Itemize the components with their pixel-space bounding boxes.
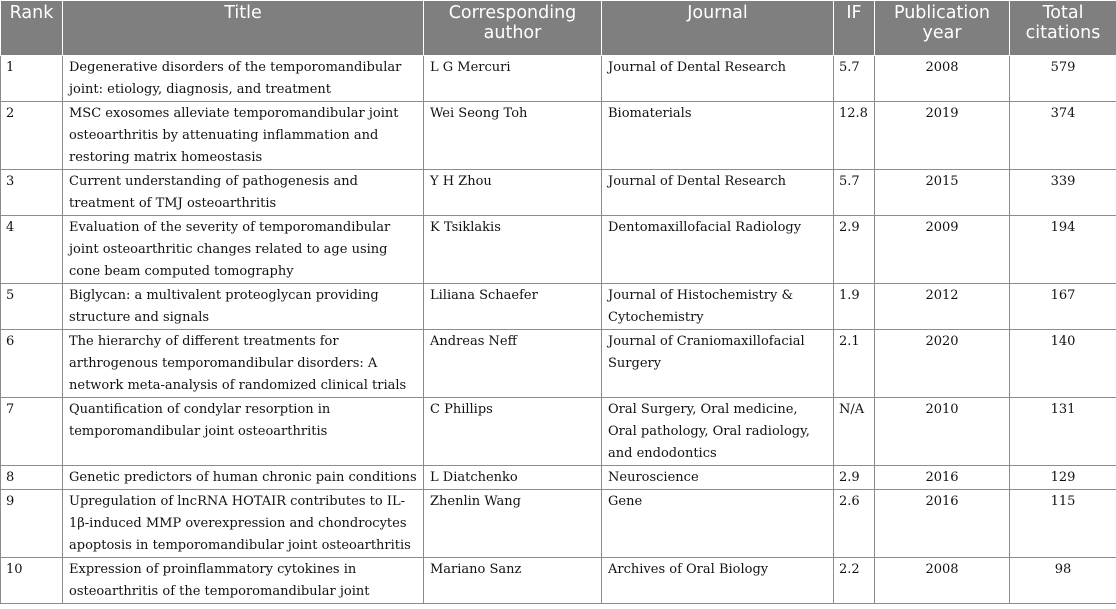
cell-title: Quantification of condylar resorption in temporomandibular joint osteoarthritis <box>63 398 424 466</box>
cell-journal: Journal of Dental Research <box>602 56 834 102</box>
cell-year: 2016 <box>875 466 1010 490</box>
cell-citations: 129 <box>1010 466 1116 490</box>
cell-title: Degenerative disorders of the temporomandibular joint: etiology, diagnosis, and treatment <box>63 56 424 102</box>
header-rank: Rank <box>1 1 63 56</box>
cell-impact-factor: 2.9 <box>834 466 875 490</box>
cell-rank: 4 <box>1 216 63 284</box>
cell-year: 2016 <box>875 490 1010 558</box>
cell-citations: 167 <box>1010 284 1116 330</box>
cell-year: 2008 <box>875 558 1010 604</box>
cell-year: 2008 <box>875 56 1010 102</box>
cell-impact-factor: 5.7 <box>834 56 875 102</box>
header-total-citations: Total citations <box>1010 1 1116 56</box>
table-row <box>1 56 1116 102</box>
cell-year: 2020 <box>875 330 1010 398</box>
cell-journal: Journal of Histochemistry & Cytochemistry <box>602 284 834 330</box>
cell-rank: 9 <box>1 490 63 558</box>
cell-title: Genetic predictors of human chronic pain conditions <box>63 466 424 490</box>
cell-author: Liliana Schaefer <box>424 284 602 330</box>
cell-citations: 98 <box>1010 558 1116 604</box>
cell-author: C Phillips <box>424 398 602 466</box>
table-row <box>1 170 1116 216</box>
header-impact-factor: IF <box>834 1 875 56</box>
cell-title: The hierarchy of different treatments for arthrogenous temporomandibular disorders: A network meta-analysis of randomized clinical trials <box>63 330 424 398</box>
cell-year: 2010 <box>875 398 1010 466</box>
cell-journal: Gene <box>602 490 834 558</box>
cell-rank: 1 <box>1 56 63 102</box>
cell-citations: 339 <box>1010 170 1116 216</box>
cell-author: Andreas Neff <box>424 330 602 398</box>
cell-rank: 5 <box>1 284 63 330</box>
cell-journal: Biomaterials <box>602 102 834 170</box>
cell-impact-factor: 2.1 <box>834 330 875 398</box>
cell-author: Mariano Sanz <box>424 558 602 604</box>
header-row <box>1 1 1116 56</box>
cell-year: 2015 <box>875 170 1010 216</box>
cell-impact-factor: 5.7 <box>834 170 875 216</box>
header-journal: Journal <box>602 1 834 56</box>
cell-year: 2012 <box>875 284 1010 330</box>
header-title: Title <box>63 1 424 56</box>
cell-rank: 10 <box>1 558 63 604</box>
cell-rank: 7 <box>1 398 63 466</box>
cell-title: Evaluation of the severity of temporomandibular joint osteoarthritic changes related to age using cone beam computed tomography <box>63 216 424 284</box>
table-row <box>1 558 1116 604</box>
cell-rank: 3 <box>1 170 63 216</box>
cell-author: Y H Zhou <box>424 170 602 216</box>
cell-author: Zhenlin Wang <box>424 490 602 558</box>
cell-author: Wei Seong Toh <box>424 102 602 170</box>
cell-citations: 579 <box>1010 56 1116 102</box>
cell-title: Current understanding of pathogenesis and treatment of TMJ osteoarthritis <box>63 170 424 216</box>
table-row <box>1 284 1116 330</box>
cell-citations: 140 <box>1010 330 1116 398</box>
table-row <box>1 216 1116 284</box>
cell-citations: 194 <box>1010 216 1116 284</box>
cell-journal: Archives of Oral Biology <box>602 558 834 604</box>
cell-title: MSC exosomes alleviate temporomandibular joint osteoarthritis by attenuating inflammation and restoring matrix homeostasis <box>63 102 424 170</box>
cell-rank: 8 <box>1 466 63 490</box>
cell-impact-factor: 2.6 <box>834 490 875 558</box>
cell-author: L Diatchenko <box>424 466 602 490</box>
cell-author: L G Mercuri <box>424 56 602 102</box>
cell-title: Biglycan: a multivalent proteoglycan providing structure and signals <box>63 284 424 330</box>
cell-impact-factor: 2.9 <box>834 216 875 284</box>
header-publication-year: Publication year <box>875 1 1010 56</box>
header-corresponding-author: Corresponding author <box>424 1 602 56</box>
cell-rank: 2 <box>1 102 63 170</box>
cell-citations: 374 <box>1010 102 1116 170</box>
cell-citations: 131 <box>1010 398 1116 466</box>
cell-title: Expression of proinflammatory cytokines in osteoarthritis of the temporomandibular joint <box>63 558 424 604</box>
table-row <box>1 398 1116 466</box>
cell-citations: 115 <box>1010 490 1116 558</box>
cell-journal: Dentomaxillofacial Radiology <box>602 216 834 284</box>
table-row <box>1 102 1116 170</box>
cell-rank: 6 <box>1 330 63 398</box>
table-row <box>1 330 1116 398</box>
cell-journal: Journal of Dental Research <box>602 170 834 216</box>
table-row <box>1 466 1116 490</box>
cell-impact-factor: 1.9 <box>834 284 875 330</box>
cell-impact-factor: 12.8 <box>834 102 875 170</box>
cell-year: 2019 <box>875 102 1010 170</box>
cell-journal: Journal of Craniomaxillofacial Surgery <box>602 330 834 398</box>
table-row <box>1 490 1116 558</box>
cell-title: Upregulation of lncRNA HOTAIR contributes to IL-1β-induced MMP overexpression and chondrocytes apoptosis in temporomandibular joint osteoarthritis <box>63 490 424 558</box>
cell-impact-factor: 2.2 <box>834 558 875 604</box>
cell-journal: Neuroscience <box>602 466 834 490</box>
cell-year: 2009 <box>875 216 1010 284</box>
cell-journal: Oral Surgery, Oral medicine, Oral pathology, Oral radiology, and endodontics <box>602 398 834 466</box>
cell-author: K Tsiklakis <box>424 216 602 284</box>
cell-impact-factor: N/A <box>834 398 875 466</box>
